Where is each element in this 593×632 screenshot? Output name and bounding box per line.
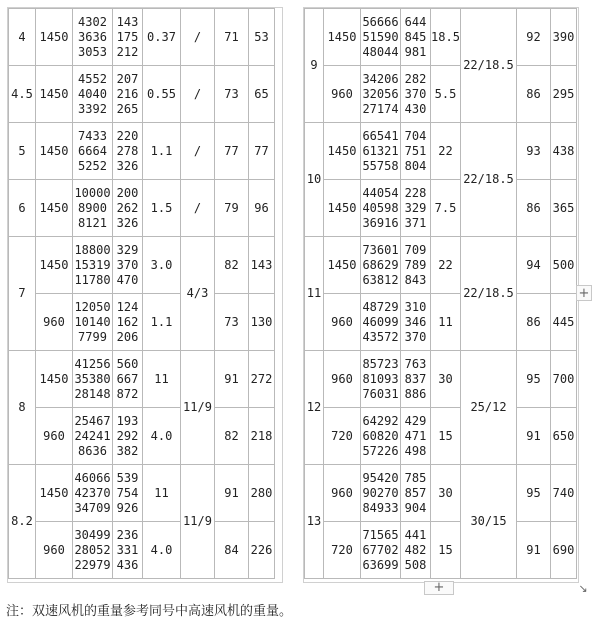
speed-cell[interactable]: 1450 bbox=[324, 237, 361, 294]
model-cell[interactable]: 11 bbox=[305, 237, 324, 351]
table-row bbox=[305, 351, 577, 408]
pressure-cell[interactable]: 220 278 326 bbox=[113, 123, 143, 180]
weight-cell[interactable]: 365 bbox=[551, 180, 577, 237]
speed-cell[interactable]: 960 bbox=[36, 294, 73, 351]
table-row bbox=[9, 9, 275, 66]
model-cell[interactable]: 12 bbox=[305, 351, 324, 465]
speed-cell[interactable]: 1450 bbox=[324, 123, 361, 180]
add-column-button[interactable]: + bbox=[576, 285, 592, 301]
dual-power-cell[interactable]: / bbox=[181, 66, 215, 123]
speed-cell[interactable]: 1450 bbox=[36, 180, 73, 237]
table-row bbox=[305, 123, 577, 180]
table-row bbox=[9, 123, 275, 180]
speed-cell[interactable]: 960 bbox=[324, 294, 361, 351]
table-row bbox=[305, 522, 577, 579]
table-row bbox=[9, 294, 275, 351]
pressure-cell[interactable]: 560 667 872 bbox=[113, 351, 143, 408]
table-row bbox=[305, 237, 577, 294]
power-cell[interactable]: 30 bbox=[431, 465, 461, 522]
flow-cell[interactable]: 48729 46099 43572 bbox=[361, 294, 401, 351]
speed-cell[interactable]: 1450 bbox=[324, 180, 361, 237]
eff-cell[interactable]: 82 bbox=[215, 408, 249, 465]
flow-cell[interactable]: 44054 40598 36916 bbox=[361, 180, 401, 237]
eff-cell[interactable]: 79 bbox=[215, 180, 249, 237]
table-row bbox=[305, 408, 577, 465]
model-cell[interactable]: 4.5 bbox=[9, 66, 36, 123]
weight-cell[interactable]: 77 bbox=[249, 123, 275, 180]
flow-cell[interactable]: 7433 6664 5252 bbox=[73, 123, 113, 180]
flow-cell[interactable]: 85723 81093 76031 bbox=[361, 351, 401, 408]
speed-cell[interactable]: 1450 bbox=[36, 237, 73, 294]
flow-cell[interactable]: 30499 28052 22979 bbox=[73, 522, 113, 579]
pressure-cell[interactable]: 539 754 926 bbox=[113, 465, 143, 522]
pressure-cell[interactable]: 207 216 265 bbox=[113, 66, 143, 123]
eff-cell[interactable]: 91 bbox=[215, 351, 249, 408]
flow-cell[interactable]: 4552 4040 3392 bbox=[73, 66, 113, 123]
flow-cell[interactable]: 71565 67702 63699 bbox=[361, 522, 401, 579]
weight-cell[interactable]: 445 bbox=[551, 294, 577, 351]
flow-cell[interactable]: 18800 15319 11780 bbox=[73, 237, 113, 294]
dual-power-cell[interactable]: / bbox=[181, 123, 215, 180]
model-cell[interactable]: 13 bbox=[305, 465, 324, 579]
table-row bbox=[305, 66, 577, 123]
table-row bbox=[305, 465, 577, 522]
power-cell[interactable]: 4.0 bbox=[143, 522, 181, 579]
power-cell[interactable]: 1.1 bbox=[143, 123, 181, 180]
eff-cell[interactable]: 91 bbox=[215, 465, 249, 522]
table-row bbox=[305, 9, 577, 66]
flow-cell[interactable]: 66541 61321 55758 bbox=[361, 123, 401, 180]
pressure-cell[interactable]: 644 845 981 bbox=[401, 9, 431, 66]
pressure-cell[interactable]: 785 857 904 bbox=[401, 465, 431, 522]
flow-cell[interactable]: 25467 24241 8636 bbox=[73, 408, 113, 465]
flow-cell[interactable]: 41256 35380 28148 bbox=[73, 351, 113, 408]
pressure-cell[interactable]: 704 751 804 bbox=[401, 123, 431, 180]
pressure-cell[interactable]: 310 346 370 bbox=[401, 294, 431, 351]
dual-power-cell[interactable]: 4/3 bbox=[181, 237, 215, 351]
pressure-cell[interactable]: 200 262 326 bbox=[113, 180, 143, 237]
weight-cell[interactable]: 650 bbox=[551, 408, 577, 465]
weight-cell[interactable]: 295 bbox=[551, 66, 577, 123]
speed-cell[interactable]: 1450 bbox=[36, 351, 73, 408]
speed-cell[interactable]: 720 bbox=[324, 408, 361, 465]
flow-cell[interactable]: 95420 90270 84933 bbox=[361, 465, 401, 522]
flow-cell[interactable]: 56666 51590 48044 bbox=[361, 9, 401, 66]
pressure-cell[interactable]: 228 329 371 bbox=[401, 180, 431, 237]
dual-power-cell[interactable]: 11/9 bbox=[181, 351, 215, 465]
power-cell[interactable]: 1.5 bbox=[143, 180, 181, 237]
flow-cell[interactable]: 73601 68629 63812 bbox=[361, 237, 401, 294]
eff-cell[interactable]: 71 bbox=[215, 9, 249, 66]
weight-cell[interactable]: 280 bbox=[249, 465, 275, 522]
weight-cell[interactable]: 143 bbox=[249, 237, 275, 294]
eff-cell[interactable]: 91 bbox=[517, 522, 551, 579]
power-cell[interactable]: 0.55 bbox=[143, 66, 181, 123]
pressure-cell[interactable]: 236 331 436 bbox=[113, 522, 143, 579]
speed-cell[interactable]: 1450 bbox=[36, 66, 73, 123]
speed-cell[interactable]: 1450 bbox=[36, 9, 73, 66]
power-cell[interactable]: 11 bbox=[431, 294, 461, 351]
weight-cell[interactable]: 438 bbox=[551, 123, 577, 180]
dual-power-cell[interactable]: / bbox=[181, 180, 215, 237]
weight-cell[interactable]: 53 bbox=[249, 9, 275, 66]
model-cell[interactable]: 10 bbox=[305, 123, 324, 237]
pressure-cell[interactable]: 143 175 212 bbox=[113, 9, 143, 66]
power-cell[interactable]: 11 bbox=[143, 351, 181, 408]
eff-cell[interactable]: 82 bbox=[215, 237, 249, 294]
weight-cell[interactable]: 65 bbox=[249, 66, 275, 123]
table-row bbox=[9, 237, 275, 294]
weight-cell[interactable]: 96 bbox=[249, 180, 275, 237]
weight-cell[interactable]: 218 bbox=[249, 408, 275, 465]
fan-spec-table-left bbox=[8, 8, 275, 579]
speed-cell[interactable]: 960 bbox=[324, 351, 361, 408]
table-row bbox=[305, 294, 577, 351]
eff-cell[interactable]: 95 bbox=[517, 351, 551, 408]
eff-cell[interactable]: 93 bbox=[517, 123, 551, 180]
model-cell[interactable]: 8.2 bbox=[9, 465, 36, 579]
eff-cell[interactable]: 73 bbox=[215, 66, 249, 123]
dual-power-cell[interactable]: 22/18.5 bbox=[461, 9, 517, 123]
eff-cell[interactable]: 94 bbox=[517, 237, 551, 294]
flow-cell[interactable]: 12050 10140 7799 bbox=[73, 294, 113, 351]
table-row bbox=[9, 351, 275, 408]
speed-cell[interactable]: 960 bbox=[36, 408, 73, 465]
weight-cell[interactable]: 500 bbox=[551, 237, 577, 294]
eff-cell[interactable]: 73 bbox=[215, 294, 249, 351]
pressure-cell[interactable]: 329 370 470 bbox=[113, 237, 143, 294]
pressure-cell[interactable]: 429 471 498 bbox=[401, 408, 431, 465]
weight-cell[interactable]: 272 bbox=[249, 351, 275, 408]
eff-cell[interactable]: 86 bbox=[517, 180, 551, 237]
table-row bbox=[9, 180, 275, 237]
power-cell[interactable]: 15 bbox=[431, 408, 461, 465]
eff-cell[interactable]: 95 bbox=[517, 465, 551, 522]
power-cell[interactable]: 22 bbox=[431, 123, 461, 180]
pressure-cell[interactable]: 124 162 206 bbox=[113, 294, 143, 351]
speed-cell[interactable]: 1450 bbox=[324, 9, 361, 66]
power-cell[interactable]: 5.5 bbox=[431, 66, 461, 123]
eff-cell[interactable]: 77 bbox=[215, 123, 249, 180]
model-cell[interactable]: 8 bbox=[9, 351, 36, 465]
pressure-cell[interactable]: 709 789 843 bbox=[401, 237, 431, 294]
flow-cell[interactable]: 4302 3636 3053 bbox=[73, 9, 113, 66]
weight-cell[interactable]: 130 bbox=[249, 294, 275, 351]
dual-power-cell[interactable]: 22/18.5 bbox=[461, 237, 517, 351]
eff-cell[interactable]: 92 bbox=[517, 9, 551, 66]
table-row bbox=[9, 408, 275, 465]
power-cell[interactable]: 18.5 bbox=[431, 9, 461, 66]
speed-cell[interactable]: 960 bbox=[324, 66, 361, 123]
speed-cell[interactable]: 960 bbox=[324, 465, 361, 522]
weight-cell[interactable]: 700 bbox=[551, 351, 577, 408]
model-cell[interactable]: 7 bbox=[9, 237, 36, 351]
table-row bbox=[305, 180, 577, 237]
dual-power-cell[interactable]: 25/12 bbox=[461, 351, 517, 465]
power-cell[interactable]: 7.5 bbox=[431, 180, 461, 237]
speed-cell[interactable]: 960 bbox=[36, 522, 73, 579]
resize-handle-icon[interactable]: ↘ bbox=[578, 582, 588, 595]
dual-power-cell[interactable]: 11/9 bbox=[181, 465, 215, 579]
power-cell[interactable]: 1.1 bbox=[143, 294, 181, 351]
pressure-cell[interactable]: 282 370 430 bbox=[401, 66, 431, 123]
flow-cell[interactable]: 64292 60820 57226 bbox=[361, 408, 401, 465]
model-cell[interactable]: 5 bbox=[9, 123, 36, 180]
flow-cell[interactable]: 34206 32056 27174 bbox=[361, 66, 401, 123]
power-cell[interactable]: 30 bbox=[431, 351, 461, 408]
table-row bbox=[9, 66, 275, 123]
power-cell[interactable]: 11 bbox=[143, 465, 181, 522]
model-cell[interactable]: 4 bbox=[9, 9, 36, 66]
flow-cell[interactable]: 10000 8900 8121 bbox=[73, 180, 113, 237]
eff-cell[interactable]: 84 bbox=[215, 522, 249, 579]
dual-power-cell[interactable]: 30/15 bbox=[461, 465, 517, 579]
weight-cell[interactable]: 740 bbox=[551, 465, 577, 522]
model-cell[interactable]: 9 bbox=[305, 9, 324, 123]
pressure-cell[interactable]: 441 482 508 bbox=[401, 522, 431, 579]
power-cell[interactable]: 0.37 bbox=[143, 9, 181, 66]
weight-cell[interactable]: 226 bbox=[249, 522, 275, 579]
weight-cell[interactable]: 690 bbox=[551, 522, 577, 579]
fan-spec-table-right bbox=[304, 8, 577, 579]
power-cell[interactable]: 3.0 bbox=[143, 237, 181, 294]
footnote: 注：双速风机的重量参考同号中高速风机的重量。 bbox=[6, 604, 293, 619]
pressure-cell[interactable]: 193 292 382 bbox=[113, 408, 143, 465]
dual-power-cell[interactable]: 22/18.5 bbox=[461, 123, 517, 237]
eff-cell[interactable]: 86 bbox=[517, 66, 551, 123]
speed-cell[interactable]: 1450 bbox=[36, 123, 73, 180]
speed-cell[interactable]: 720 bbox=[324, 522, 361, 579]
dual-power-cell[interactable]: / bbox=[181, 9, 215, 66]
weight-cell[interactable]: 390 bbox=[551, 9, 577, 66]
power-cell[interactable]: 22 bbox=[431, 237, 461, 294]
power-cell[interactable]: 4.0 bbox=[143, 408, 181, 465]
table-row bbox=[9, 522, 275, 579]
add-row-button[interactable]: + bbox=[424, 581, 454, 595]
flow-cell[interactable]: 46066 42370 34709 bbox=[73, 465, 113, 522]
model-cell[interactable]: 6 bbox=[9, 180, 36, 237]
pressure-cell[interactable]: 763 837 886 bbox=[401, 351, 431, 408]
table-row bbox=[9, 465, 275, 522]
power-cell[interactable]: 15 bbox=[431, 522, 461, 579]
speed-cell[interactable]: 1450 bbox=[36, 465, 73, 522]
eff-cell[interactable]: 86 bbox=[517, 294, 551, 351]
eff-cell[interactable]: 91 bbox=[517, 408, 551, 465]
